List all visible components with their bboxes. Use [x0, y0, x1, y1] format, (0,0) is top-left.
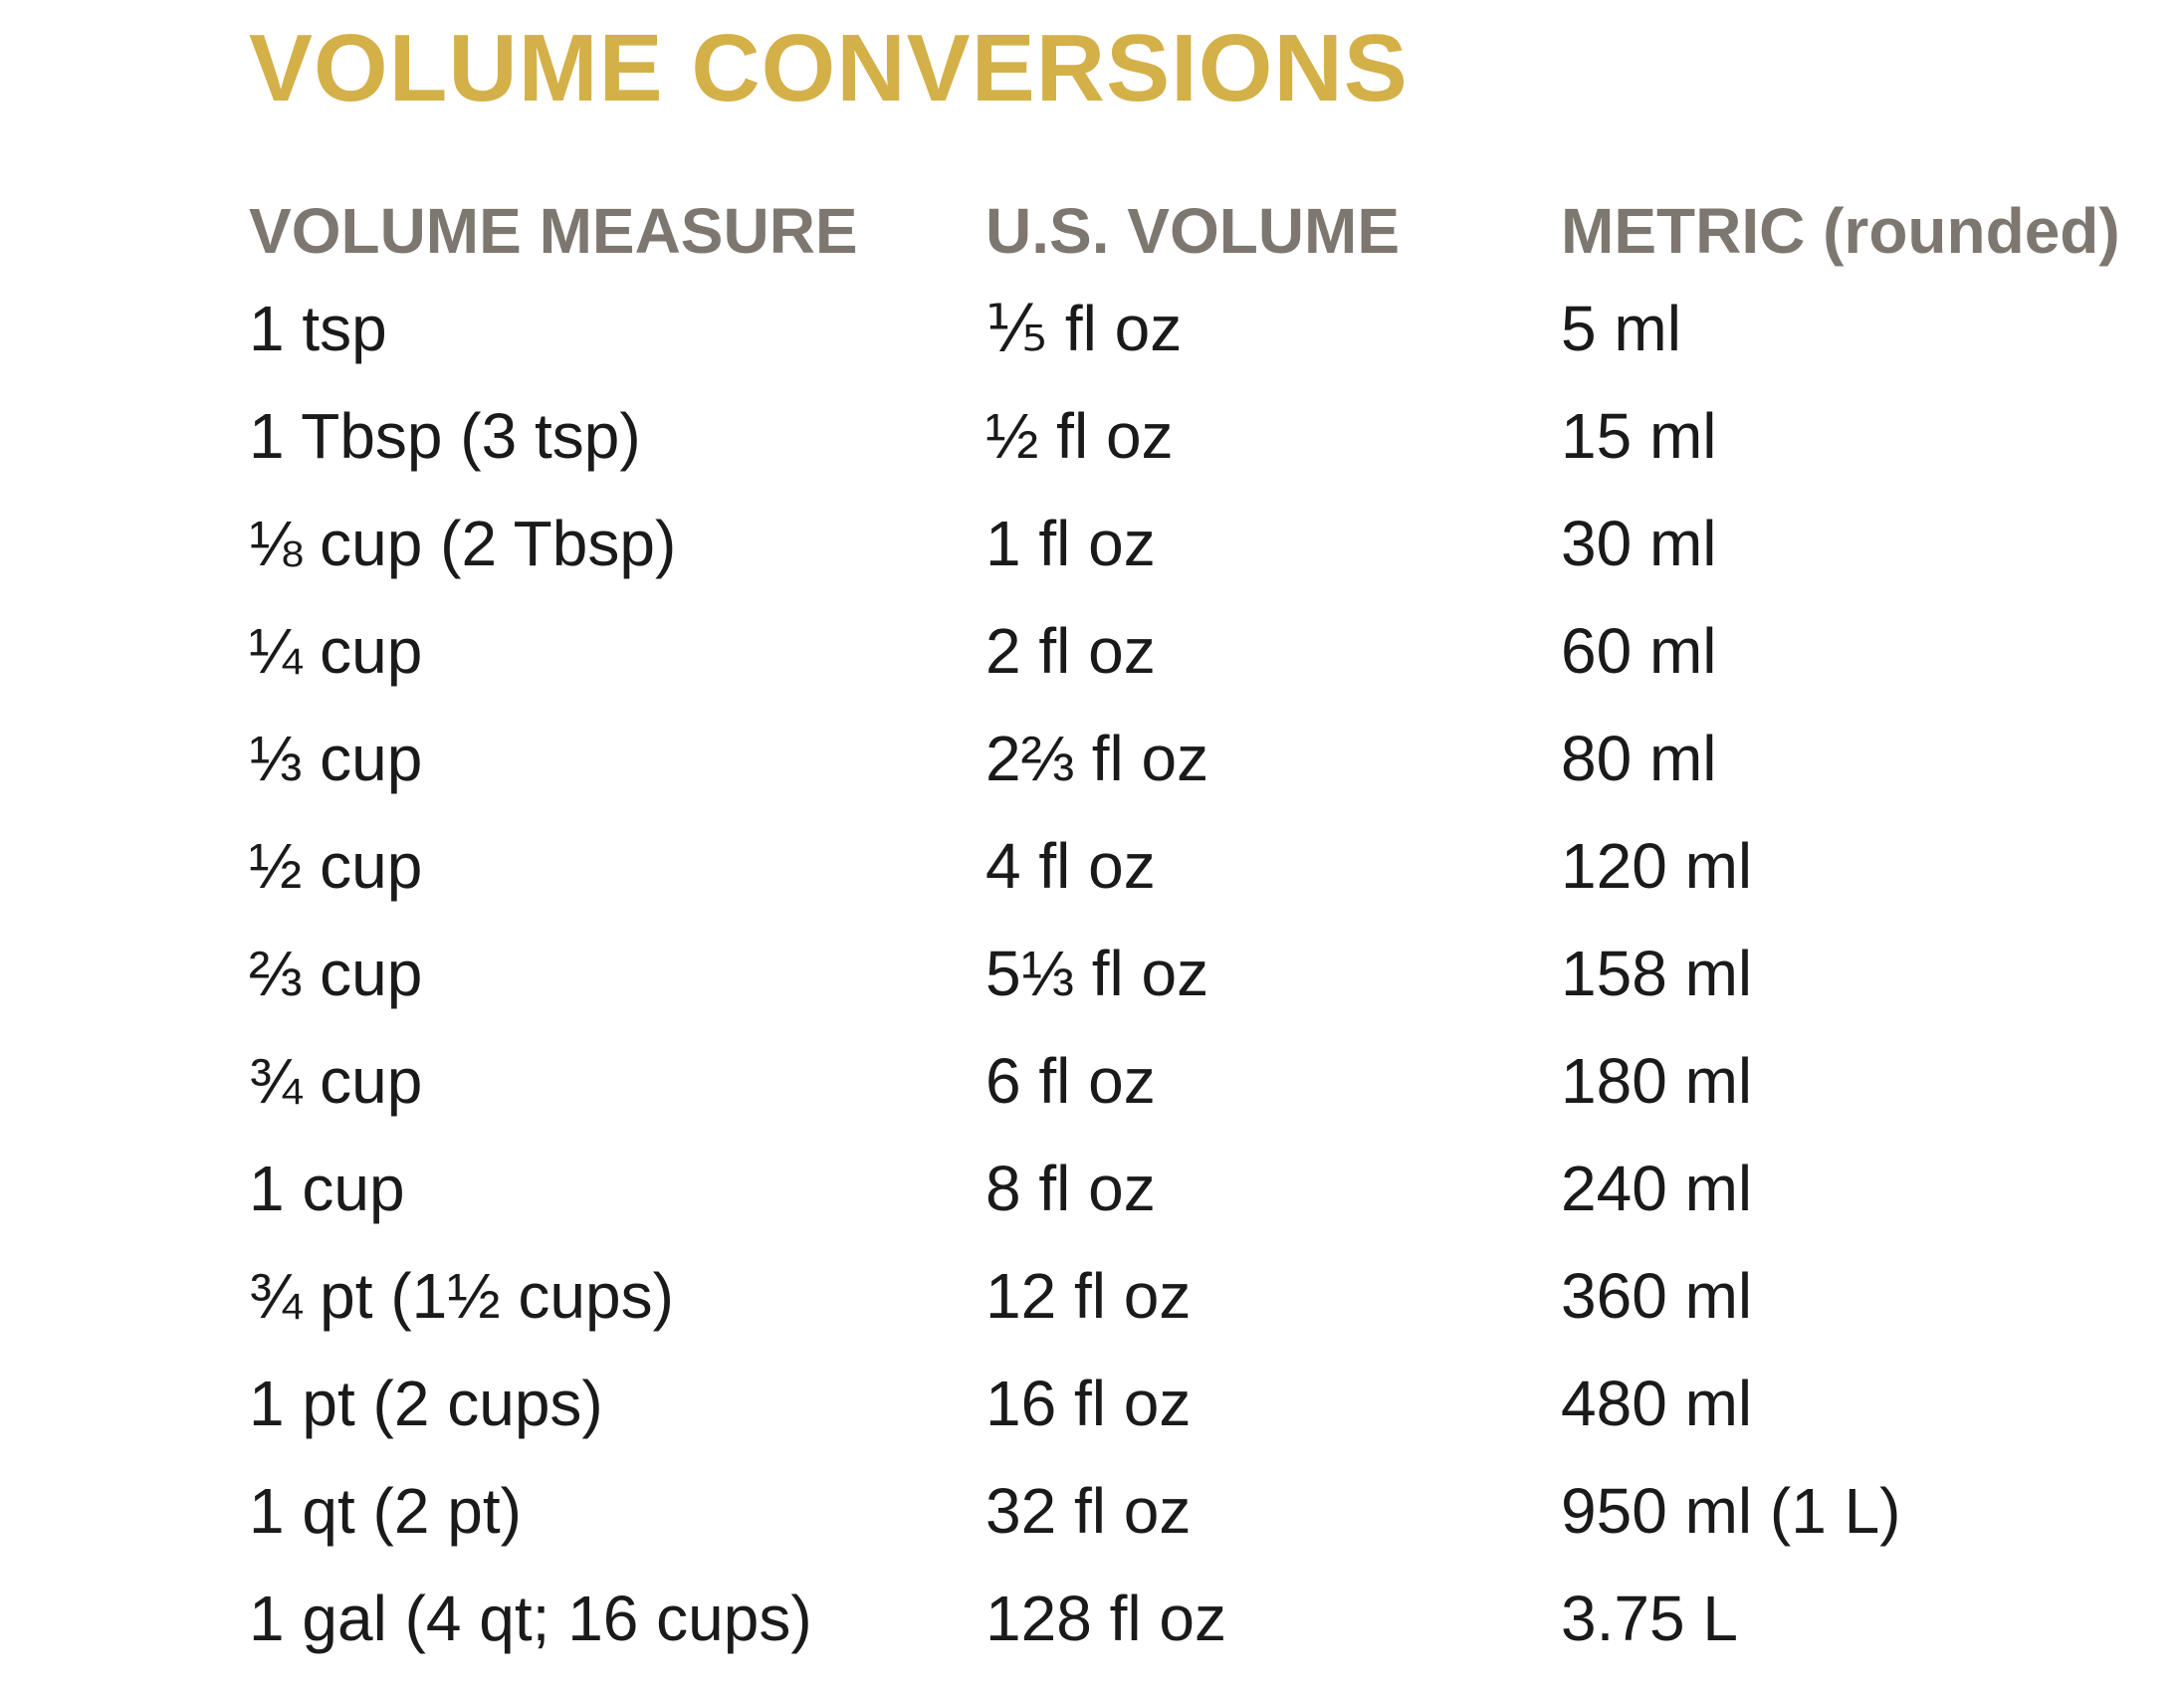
cell-us-volume: 2⅔ fl oz [985, 723, 1209, 794]
cell-volume-measure: 1 pt (2 cups) [249, 1368, 603, 1439]
cell-metric: 480 ml [1561, 1368, 1753, 1439]
cell-volume-measure: ¼ cup [249, 615, 423, 687]
cell-metric: 950 ml (1 L) [1561, 1475, 1901, 1547]
table-row [249, 1027, 2158, 1135]
cell-metric: 80 ml [1561, 723, 1717, 794]
table-row [249, 382, 2158, 490]
cell-metric: 60 ml [1561, 615, 1717, 687]
table-row [249, 812, 2158, 920]
cell-metric: 3.75 L [1561, 1583, 1738, 1654]
table-row [249, 1457, 2158, 1565]
conversion-page [249, 0, 2170, 1696]
table-row [249, 1242, 2158, 1350]
cell-us-volume: 32 fl oz [985, 1475, 1192, 1547]
cell-volume-measure: ⅔ cup [249, 938, 423, 1009]
header-metric: METRIC (rounded) [1561, 195, 2120, 267]
conversion-table [249, 187, 2158, 1672]
cell-volume-measure: 1 qt (2 pt) [249, 1475, 522, 1547]
table-header-row [249, 187, 2158, 275]
cell-volume-measure: ⅛ cup (2 Tbsp) [249, 508, 677, 579]
cell-metric: 360 ml [1561, 1260, 1753, 1332]
cell-us-volume: 128 fl oz [985, 1583, 1226, 1654]
cell-us-volume: 8 fl oz [985, 1153, 1156, 1224]
cell-us-volume: ½ fl oz [985, 400, 1174, 472]
cell-us-volume: 5⅓ fl oz [985, 938, 1209, 1009]
page-title: VOLUME CONVERSIONS [249, 15, 1409, 121]
table-row [249, 490, 2158, 597]
cell-us-volume: 6 fl oz [985, 1045, 1156, 1117]
cell-metric: 5 ml [1561, 293, 1681, 364]
cell-volume-measure: ¾ cup [249, 1045, 423, 1117]
cell-volume-measure: ¾ pt (1½ cups) [249, 1260, 674, 1332]
cell-volume-measure: 1 cup [249, 1153, 405, 1224]
cell-volume-measure: 1 Tbsp (3 tsp) [249, 400, 641, 472]
cell-metric: 120 ml [1561, 830, 1753, 902]
cell-us-volume: 2 fl oz [985, 615, 1156, 687]
cell-us-volume: 1 fl oz [985, 508, 1156, 579]
cell-volume-measure: ½ cup [249, 830, 423, 902]
table-row [249, 705, 2158, 812]
cell-metric: 158 ml [1561, 938, 1753, 1009]
table-row [249, 1565, 2158, 1672]
table-row [249, 920, 2158, 1027]
cell-volume-measure: 1 tsp [249, 293, 387, 364]
cell-us-volume: 16 fl oz [985, 1368, 1192, 1439]
cell-metric: 30 ml [1561, 508, 1717, 579]
table-body [249, 275, 2158, 1672]
table-row [249, 597, 2158, 705]
table-row [249, 275, 2158, 382]
cell-metric: 15 ml [1561, 400, 1717, 472]
cell-us-volume: 12 fl oz [985, 1260, 1192, 1332]
cell-volume-measure: 1 gal (4 qt; 16 cups) [249, 1583, 812, 1654]
header-us-volume: U.S. VOLUME [985, 195, 1401, 267]
table-row [249, 1135, 2158, 1242]
cell-metric: 180 ml [1561, 1045, 1753, 1117]
cell-volume-measure: ⅓ cup [249, 723, 423, 794]
cell-metric: 240 ml [1561, 1153, 1753, 1224]
table-row [249, 1350, 2158, 1457]
cell-us-volume: 4 fl oz [985, 830, 1156, 902]
cell-us-volume: ⅕ fl oz [985, 292, 1183, 364]
header-volume-measure: VOLUME MEASURE [249, 195, 858, 267]
